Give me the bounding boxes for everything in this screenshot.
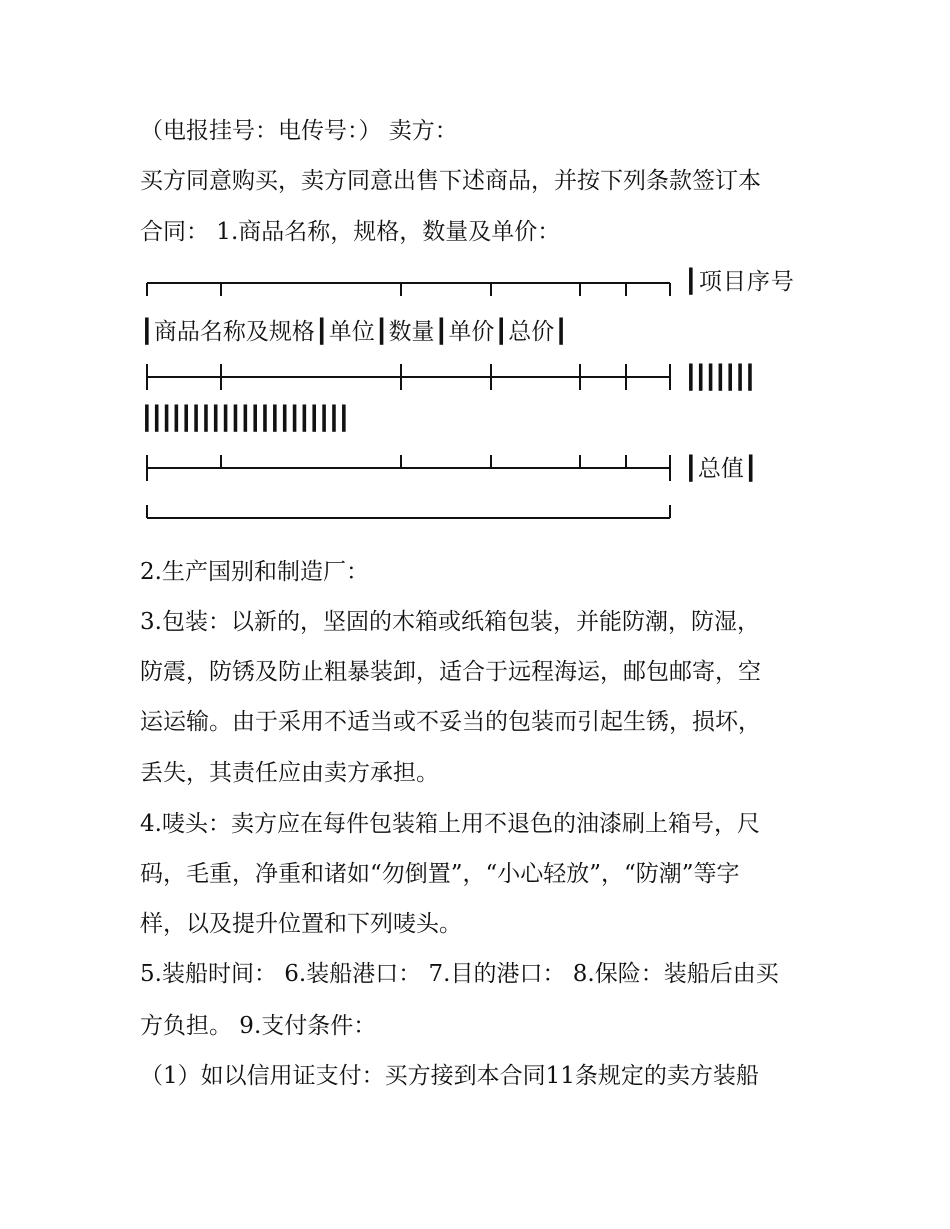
item-number-header: ┃项目序号 bbox=[684, 269, 795, 295]
table-bars-row: ┃┃┃┃┃┃┃┃┃┃┃┃┃┃┃┃┃┃┃┃┃ bbox=[140, 406, 347, 432]
clause-3-packing-3: 运运输。由于采用不适当或不妥当的包装而引起生锈，损坏， bbox=[140, 709, 761, 735]
clause-4-marks-2: 码，毛重，净重和诸如“勿倒置”，“小心轻放”，“防潮”等字 bbox=[140, 861, 740, 887]
payment-letter-of-credit: （1）如以信用证支付：买方接到本合同11条规定的卖方装船 bbox=[140, 1063, 759, 1089]
clause-2-origin: 2.生产国别和制造厂： bbox=[140, 559, 369, 585]
clause-9-payment: 方负担。 9.支付条件： bbox=[140, 1013, 377, 1039]
clause-4-marks-3: 样，以及提升位置和下列唛头。 bbox=[140, 911, 462, 937]
clause-3-packing-1: 3.包装：以新的，坚固的木箱或纸箱包装，并能防潮，防湿， bbox=[140, 609, 760, 635]
total-value-label: ┃总值┃ bbox=[684, 456, 758, 482]
agreement-line-2: 合同： 1.商品名称，规格，数量及单价： bbox=[140, 219, 561, 245]
clause-3-packing-4: 丢失，其责任应由卖方承担。 bbox=[140, 760, 439, 786]
table-bars-right: ┃┃┃┃┃┃┃ bbox=[684, 365, 753, 391]
clause-3-packing-2: 防震，防锈及防止粗暴装卸，适合于远程海运，邮包邮寄，空 bbox=[140, 659, 761, 685]
clauses-5-8-shipment: 5.装船时间： 6.装船港口： 7.目的港口： 8.保险：装船后由买 bbox=[140, 961, 779, 987]
telegraph-seller-line: （电报挂号：电传号：） 卖方： bbox=[140, 118, 458, 144]
clause-4-marks-1: 4.唛头：卖方应在每件包装箱上用不退色的油漆刷上箱号，尺 bbox=[140, 811, 760, 837]
agreement-line-1: 买方同意购买，卖方同意出售下述商品，并按下列条款签订本 bbox=[140, 168, 761, 194]
table-header-row: ┃商品名称及规格┃单位┃数量┃单价┃总价┃ bbox=[140, 319, 569, 345]
